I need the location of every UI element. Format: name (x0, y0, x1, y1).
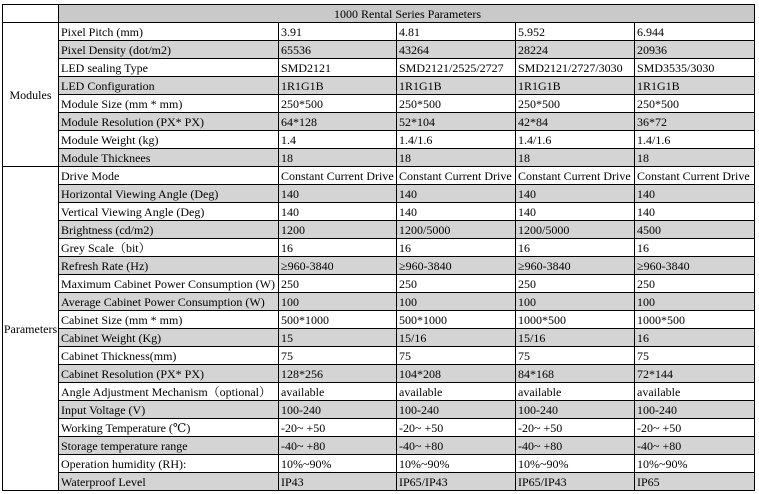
table-row (3, 311, 755, 329)
value-cell: 100-240 (397, 401, 516, 419)
value-cell: 75 (516, 347, 635, 365)
value-cell: 250 (279, 275, 397, 293)
value-cell: 15/16 (397, 329, 516, 347)
value-cell: 1R1G1B (635, 77, 755, 95)
value-cell: 15 (279, 329, 397, 347)
value-cell: 140 (516, 203, 635, 221)
table-row (3, 293, 755, 311)
value-cell: 18 (516, 149, 635, 167)
parameter-name: Working Temperature (℃) (59, 419, 279, 437)
value-cell: 1200/5000 (516, 221, 635, 239)
value-cell: 42*84 (516, 113, 635, 131)
corner-cell (3, 5, 59, 23)
table-row (3, 113, 755, 131)
table-row (3, 203, 755, 221)
table-row (3, 221, 755, 239)
table-row (3, 131, 755, 149)
value-cell: 18 (635, 149, 755, 167)
value-cell: 36*72 (635, 113, 755, 131)
value-cell: 100 (635, 293, 755, 311)
parameter-name: Module Resolution (PX* PX) (59, 113, 279, 131)
value-cell: 1200/5000 (397, 221, 516, 239)
value-cell: 4.81 (397, 23, 516, 41)
parameter-name: LED Configuration (59, 77, 279, 95)
value-cell: 140 (635, 185, 755, 203)
value-cell: 16 (635, 329, 755, 347)
value-cell: 104*208 (397, 365, 516, 383)
value-cell: 72*144 (635, 365, 755, 383)
section-label: Parameters (3, 167, 59, 491)
value-cell: ≥960-3840 (635, 257, 755, 275)
table-row (3, 329, 755, 347)
value-cell: -20~ +50 (635, 419, 755, 437)
value-cell: 10%~90% (635, 455, 755, 473)
value-cell: 18 (397, 149, 516, 167)
value-cell: available (516, 383, 635, 401)
value-cell: 250*500 (279, 95, 397, 113)
parameter-name: Cabinet Thickness(mm) (59, 347, 279, 365)
table-row (3, 185, 755, 203)
table-row (3, 455, 755, 473)
value-cell: 16 (635, 239, 755, 257)
parameter-name: Grey Scale（bit） (59, 239, 279, 257)
value-cell: 4500 (635, 221, 755, 239)
value-cell: 52*104 (397, 113, 516, 131)
parameter-name: Refresh Rate (Hz) (59, 257, 279, 275)
value-cell: 500*1000 (279, 311, 397, 329)
table-row (3, 77, 755, 95)
parameter-name: Cabinet Resolution (PX* PX) (59, 365, 279, 383)
value-cell: 140 (397, 203, 516, 221)
value-cell: -40~ +80 (279, 437, 397, 455)
value-cell: 250*500 (397, 95, 516, 113)
parameter-name: Drive Mode (59, 167, 279, 185)
value-cell: IP43 (279, 473, 397, 491)
value-cell: 100 (397, 293, 516, 311)
parameter-name: Module Size (mm * mm) (59, 95, 279, 113)
value-cell: 75 (279, 347, 397, 365)
value-cell: Constant Current Drive (397, 167, 516, 185)
value-cell: -40~ +80 (397, 437, 516, 455)
value-cell: SMD2121/2727/3030 (516, 59, 635, 77)
value-cell: ≥960-3840 (516, 257, 635, 275)
value-cell: 100-240 (516, 401, 635, 419)
value-cell: available (635, 383, 755, 401)
parameter-name: Module Thicknees (59, 149, 279, 167)
table-row (3, 473, 755, 491)
value-cell: ≥960-3840 (279, 257, 397, 275)
title-row (3, 5, 755, 23)
value-cell: 1.4/1.6 (516, 131, 635, 149)
value-cell: Constant Current Drive (279, 167, 397, 185)
value-cell: ≥960-3840 (397, 257, 516, 275)
table-row (3, 149, 755, 167)
parameter-name: Operation humidity (RH): (59, 455, 279, 473)
value-cell: 140 (279, 203, 397, 221)
parameter-name: Cabinet Size (mm * mm) (59, 311, 279, 329)
value-cell: 250*500 (635, 95, 755, 113)
value-cell: 250 (635, 275, 755, 293)
value-cell: 100 (516, 293, 635, 311)
table-row (3, 239, 755, 257)
table-row (3, 41, 755, 59)
parameter-name: Cabinet Weight (Kg) (59, 329, 279, 347)
parameter-name: Angle Adjustment Mechanism（optional） (59, 383, 279, 401)
value-cell: 100-240 (279, 401, 397, 419)
value-cell: 250 (397, 275, 516, 293)
parameter-name: Brightness (cd/m2) (59, 221, 279, 239)
parameter-name: Vertical Viewing Angle (Deg) (59, 203, 279, 221)
parameter-name: Input Voltage (V) (59, 401, 279, 419)
table-row (3, 257, 755, 275)
value-cell: 1200 (279, 221, 397, 239)
value-cell: 3.91 (279, 23, 397, 41)
parameters-table (2, 4, 755, 491)
value-cell: 140 (635, 203, 755, 221)
table-row (3, 275, 755, 293)
parameter-name: Waterproof Level (59, 473, 279, 491)
value-cell: 43264 (397, 41, 516, 59)
value-cell: 64*128 (279, 113, 397, 131)
value-cell: 65536 (279, 41, 397, 59)
table-row (3, 347, 755, 365)
value-cell: 75 (397, 347, 516, 365)
value-cell: 250 (516, 275, 635, 293)
value-cell: 16 (397, 239, 516, 257)
value-cell: 1R1G1B (516, 77, 635, 95)
value-cell: SMD2121 (279, 59, 397, 77)
value-cell: 1R1G1B (279, 77, 397, 95)
table-row (3, 95, 755, 113)
value-cell: available (279, 383, 397, 401)
value-cell: 128*256 (279, 365, 397, 383)
value-cell: IP65/IP43 (516, 473, 635, 491)
table-title: 1000 Rental Series Parameters (59, 5, 755, 23)
value-cell: 75 (635, 347, 755, 365)
value-cell: 84*168 (516, 365, 635, 383)
value-cell: 5.952 (516, 23, 635, 41)
value-cell: IP65/IP43 (397, 473, 516, 491)
value-cell: 1.4/1.6 (397, 131, 516, 149)
value-cell: 100-240 (635, 401, 755, 419)
value-cell: 20936 (635, 41, 755, 59)
value-cell: 140 (516, 185, 635, 203)
value-cell: SMD3535/3030 (635, 59, 755, 77)
table-row (3, 401, 755, 419)
value-cell: 6.944 (635, 23, 755, 41)
value-cell: 16 (279, 239, 397, 257)
value-cell: -20~ +50 (516, 419, 635, 437)
value-cell: -20~ +50 (397, 419, 516, 437)
table-row (3, 419, 755, 437)
section-label: Modules (3, 23, 59, 167)
parameter-name: Pixel Pitch (mm) (59, 23, 279, 41)
parameter-name: LED sealing Type (59, 59, 279, 77)
parameter-name: Module Weight (kg) (59, 131, 279, 149)
table-row (3, 23, 755, 41)
table-row (3, 437, 755, 455)
value-cell: 100 (279, 293, 397, 311)
value-cell: 15/16 (516, 329, 635, 347)
value-cell: -40~ +80 (635, 437, 755, 455)
value-cell: 1.4 (279, 131, 397, 149)
parameter-name: Horizontal Viewing Angle (Deg) (59, 185, 279, 203)
table-row (3, 383, 755, 401)
value-cell: 140 (279, 185, 397, 203)
value-cell: 10%~90% (397, 455, 516, 473)
value-cell: 1R1G1B (397, 77, 516, 95)
parameter-name: Average Cabinet Power Consumption (W) (59, 293, 279, 311)
table-row (3, 167, 755, 185)
value-cell: -20~ +50 (279, 419, 397, 437)
value-cell: IP65 (635, 473, 755, 491)
table-row (3, 365, 755, 383)
parameter-name: Maximum Cabinet Power Consumption (W) (59, 275, 279, 293)
value-cell: Constant Current Drive (635, 167, 755, 185)
value-cell: 500*1000 (397, 311, 516, 329)
value-cell: 18 (279, 149, 397, 167)
parameter-name: Pixel Density (dot/m2) (59, 41, 279, 59)
value-cell: 10%~90% (279, 455, 397, 473)
table-row (3, 59, 755, 77)
value-cell: 140 (397, 185, 516, 203)
parameter-name: Storage temperature range (59, 437, 279, 455)
value-cell: -40~ +80 (516, 437, 635, 455)
value-cell: 250*500 (516, 95, 635, 113)
value-cell: 1000*500 (635, 311, 755, 329)
value-cell: available (397, 383, 516, 401)
value-cell: 1000*500 (516, 311, 635, 329)
value-cell: 1.4/1.6 (635, 131, 755, 149)
value-cell: 10%~90% (516, 455, 635, 473)
value-cell: Constant Current Drive (516, 167, 635, 185)
value-cell: 28224 (516, 41, 635, 59)
value-cell: 16 (516, 239, 635, 257)
value-cell: SMD2121/2525/2727 (397, 59, 516, 77)
